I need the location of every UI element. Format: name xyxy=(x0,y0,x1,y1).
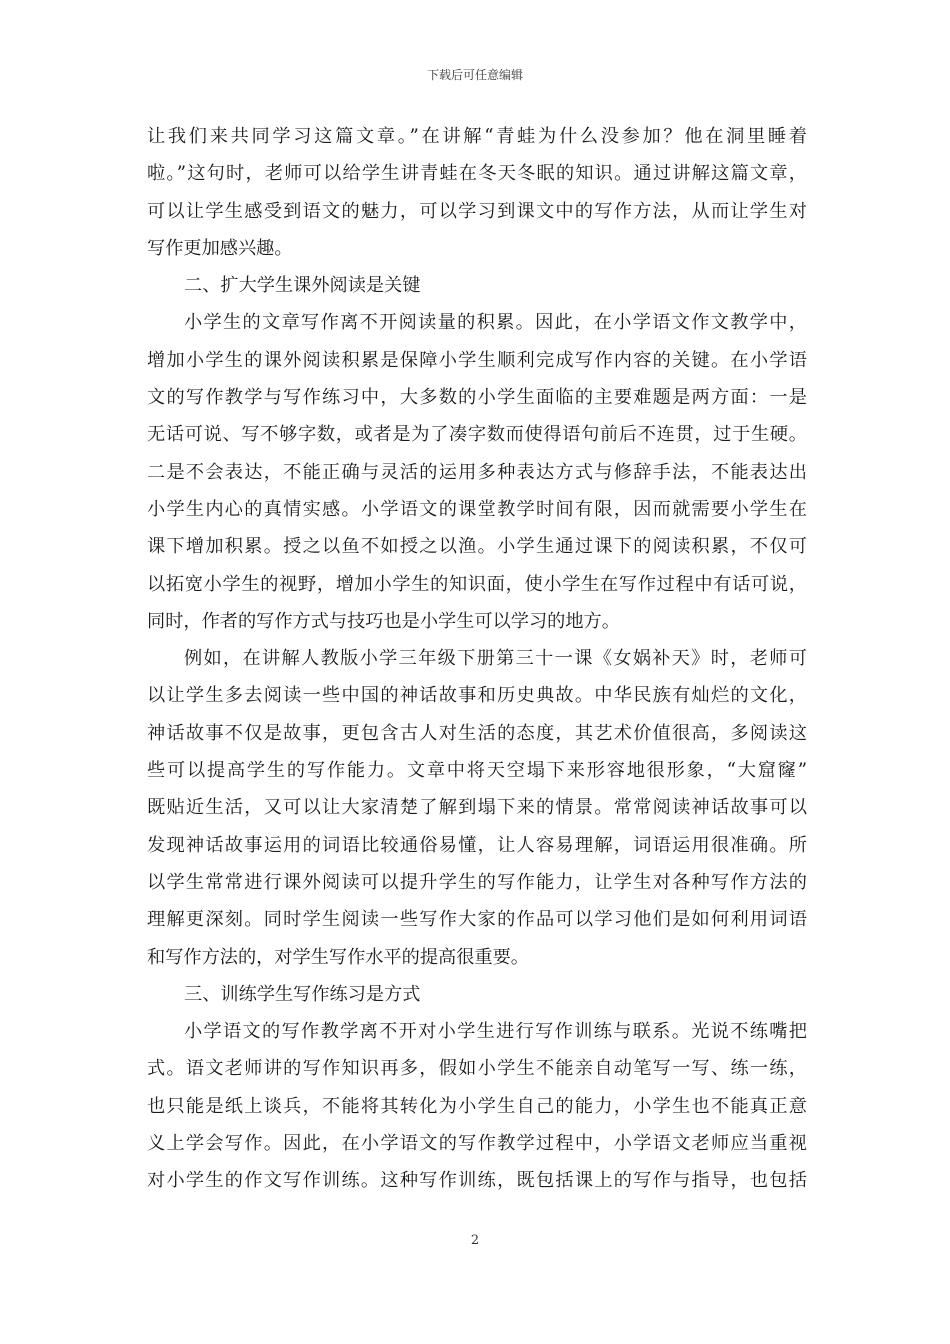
section-heading: 三、训练学生写作练习是方式 xyxy=(184,983,421,1005)
text-line: 对小学生的作文写作训练。这种写作训练，既包括课上的写作与指导，也包括 xyxy=(147,1170,807,1192)
text-line: 课下增加积累。授之以鱼不如授之以渔。小学生通过课下的阅读积累，不仅可 xyxy=(147,536,807,558)
text-line: 神话故事不仅是故事，更包含古人对生活的态度，其艺术价值很高，多阅读这 xyxy=(147,722,807,744)
text-line: 理解更深刻。同时学生阅读一些写作大家的作品可以学习他们是如何利用词语 xyxy=(147,909,807,931)
text-line: 也只能是纸上谈兵，不能将其转化为小学生自己的能力，小学生也不能真正意 xyxy=(147,1095,807,1117)
text-line: 让我们来共同学习这篇文章。”在讲解“青蛙为什么没参加？他在洞里睡着 xyxy=(147,126,807,147)
text-line: 发现神话故事运用的词语比较通俗易懂，让人容易理解，词语运用很准确。所 xyxy=(147,834,807,856)
text-line: 啦。”这句时，老师可以给学生讲青蛙在冬天冬眠的知识。通过讲解这篇文章， xyxy=(147,163,807,185)
text-line: 无话可说、写不够字数，或者是为了凑字数而使得语句前后不连贯，过于生硬。 xyxy=(147,424,807,446)
text-line: 些可以提高学生的写作能力。文章中将天空塌下来形容地很形象，“大窟窿” xyxy=(147,760,807,782)
body-text xyxy=(147,118,807,1200)
text-line: 增加小学生的课外阅读积累是保障小学生顺利完成写作内容的关键。在小学语 xyxy=(147,349,807,371)
text-line: 式。语文老师讲的写作知识再多，假如小学生不能亲自动笔写一写、练一练， xyxy=(147,1058,807,1080)
text-line: 二是不会表达，不能正确与灵活的运用多种表达方式与修辞手法，不能表达出 xyxy=(147,461,807,483)
text-line: 以学生常常进行课外阅读可以提升学生的写作能力，让学生对各种写作方法的 xyxy=(147,871,807,893)
page-header: 下载后可任意编辑 xyxy=(426,68,523,82)
text-line: 小学生内心的真情实感。小学语文的课堂教学时间有限，因而就需要小学生在 xyxy=(147,498,807,520)
text-line: 写作更加感兴趣。 xyxy=(147,237,293,259)
section-heading: 二、扩大学生课外阅读是关键 xyxy=(184,275,421,297)
text-line: 同时，作者的写作方式与技巧也是小学生可以学习的地方。 xyxy=(147,610,620,632)
text-line: 可以让学生感受到语文的魅力，可以学习到课文中的写作方法，从而让学生对 xyxy=(147,200,807,222)
text-line: 和写作方法的，对学生写作水平的提高很重要。 xyxy=(147,946,529,968)
text-line: 小学生的文章写作离不开阅读量的积累。因此，在小学语文作文教学中， xyxy=(184,312,807,334)
text-line: 文的写作教学与写作练习中，大多数的小学生面临的主要难题是两方面：一是 xyxy=(147,387,807,409)
text-line: 义上学会写作。因此，在小学语文的写作教学过程中，小学语文老师应当重视 xyxy=(147,1133,807,1155)
text-line: 既贴近生活，又可以让大家清楚了解到塌下来的情景。常常阅读神话故事可以 xyxy=(147,797,807,819)
text-line: 小学语文的写作教学离不开对小学生进行写作训练与联系。光说不练嘴把 xyxy=(184,1021,807,1043)
text-line: 以拓宽小学生的视野，增加小学生的知识面，使小学生在写作过程中有话可说， xyxy=(147,573,807,595)
page-number: 2 xyxy=(470,1233,480,1248)
text-line: 以让学生多去阅读一些中国的神话故事和历史典故。中华民族有灿烂的文化， xyxy=(147,685,807,707)
text-line: 例如，在讲解人教版小学三年级下册第三十一课《女娲补天》时，老师可 xyxy=(184,648,807,670)
